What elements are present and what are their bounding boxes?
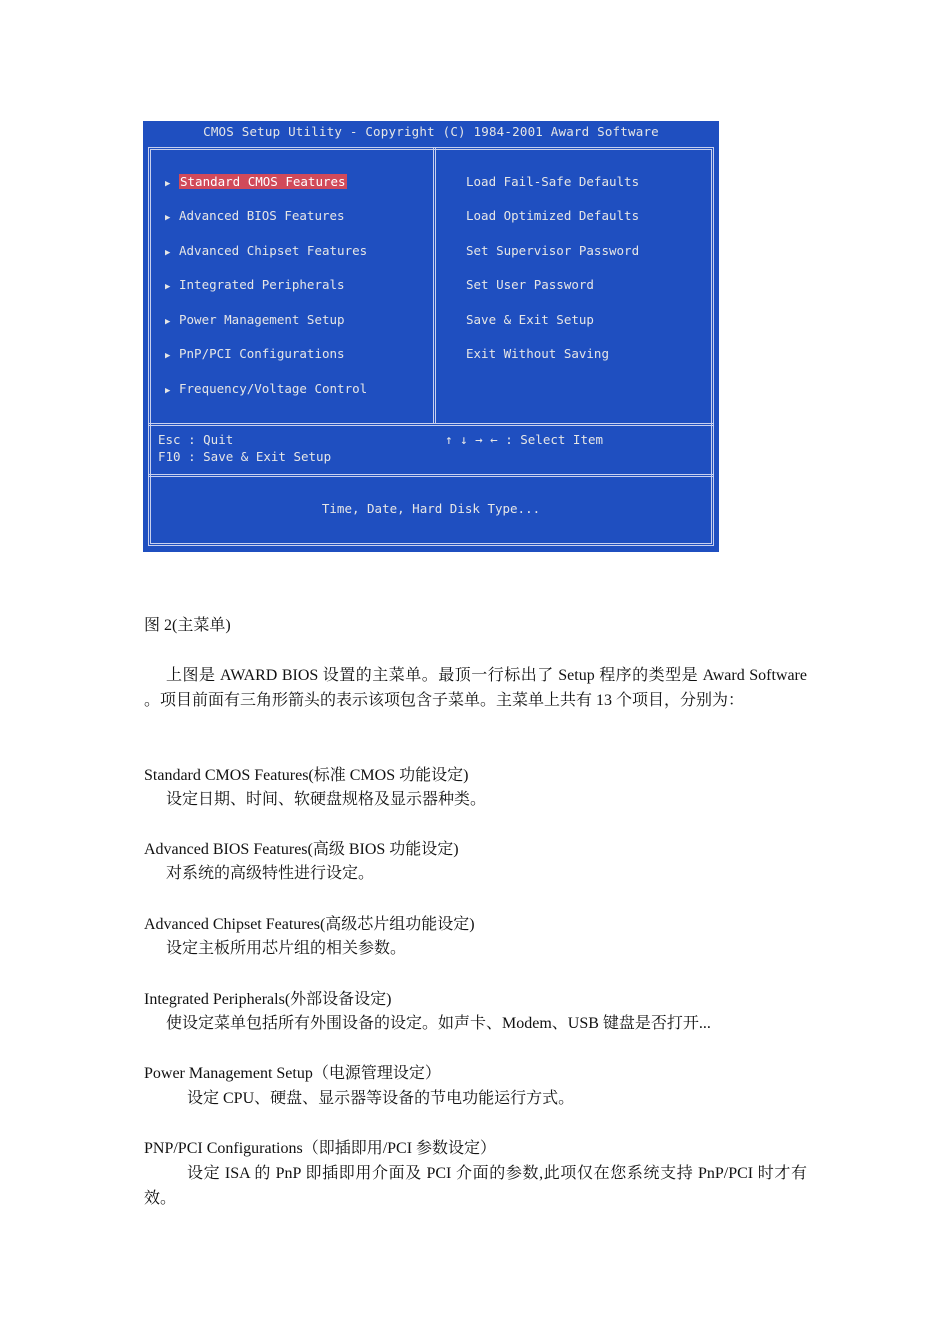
section-description: 设定 CPU、硬盘、显示器等设备的节电功能运行方式。 xyxy=(187,1090,575,1107)
triangle-arrow-icon: ▶ xyxy=(165,282,171,292)
section-description: 设定 ISA 的 PnP 即插即用介面及 PCI 介面的参数,此项仅在您系统支持 PnP/PCI 时才有效。 xyxy=(144,1165,807,1207)
bios-key-esc: Esc : Quit xyxy=(158,432,234,447)
bios-vertical-divider xyxy=(433,148,436,424)
section-title: PNP/PCI Configurations（即插即用/PCI 参数设定） xyxy=(144,1140,497,1157)
bios-menu-exit-without-saving[interactable]: Exit Without Saving xyxy=(466,346,609,361)
bios-menu-load-failsafe[interactable]: Load Fail-Safe Defaults xyxy=(466,174,640,189)
figure-caption: 图 2(主菜单) xyxy=(144,617,231,634)
bios-menu-integrated-peripherals[interactable]: ▶ Integrated Peripherals xyxy=(165,277,345,292)
intro-paragraph: 上图是 AWARD BIOS 设置的主菜单。最顶一行标出了 Setup 程序的类型是 Award Software 。项目前面有三角形箭头的表示该项包含子菜单。主菜单上共有 13 个项目，分别为： xyxy=(144,667,807,709)
bios-divider-2 xyxy=(149,474,713,477)
triangle-arrow-icon: ▶ xyxy=(165,317,171,327)
section-description: 设定日期、时间、软硬盘规格及显示器种类。 xyxy=(166,791,487,808)
bios-menu-standard-cmos[interactable]: ▶ Standard CMOS Features xyxy=(165,174,346,189)
bios-menu-pnp-pci[interactable]: ▶ PnP/PCI Configurations xyxy=(165,346,345,361)
bios-divider-1 xyxy=(149,423,713,426)
bios-menu-advanced-bios[interactable]: ▶ Advanced BIOS Features xyxy=(165,208,345,223)
triangle-arrow-icon: ▶ xyxy=(165,351,171,361)
section-title: Standard CMOS Features(标准 CMOS 功能设定) xyxy=(144,767,469,784)
bios-menu-advanced-chipset[interactable]: ▶ Advanced Chipset Features xyxy=(165,243,368,258)
triangle-arrow-icon: ▶ xyxy=(165,248,171,258)
section-title: Advanced BIOS Features(高级 BIOS 功能设定) xyxy=(144,841,459,858)
section-description: 使设定菜单包括所有外围设备的设定。如声卡、Modem、USB 键盘是否打开... xyxy=(166,1015,711,1032)
section-description: 对系统的高级特性进行设定。 xyxy=(166,865,375,882)
bios-menu-power-management[interactable]: ▶ Power Management Setup xyxy=(165,312,345,327)
bios-hint: Time, Date, Hard Disk Type... xyxy=(321,501,541,516)
bios-menu-load-optimized[interactable]: Load Optimized Defaults xyxy=(466,208,640,223)
bios-header: CMOS Setup Utility - Copyright (C) 1984-2001 Award Software xyxy=(203,124,659,139)
bios-menu-frequency-voltage[interactable]: ▶ Frequency/Voltage Control xyxy=(165,381,368,396)
section-description: 设定主板所用芯片组的相关参数。 xyxy=(166,940,407,957)
bios-menu-supervisor-password[interactable]: Set Supervisor Password xyxy=(466,243,640,258)
triangle-arrow-icon: ▶ xyxy=(165,179,171,189)
triangle-arrow-icon: ▶ xyxy=(165,213,171,223)
bios-key-select: ↑ ↓ → ← : Select Item xyxy=(445,432,604,447)
section-title: Power Management Setup（电源管理设定） xyxy=(144,1065,441,1082)
section-title: Integrated Peripherals(外部设备设定) xyxy=(144,991,392,1008)
triangle-arrow-icon: ▶ xyxy=(165,386,171,396)
bios-screenshot xyxy=(143,121,719,552)
bios-key-f10: F10 : Save & Exit Setup xyxy=(158,449,332,464)
section-title: Advanced Chipset Features(高级芯片组功能设定) xyxy=(144,916,475,933)
bios-menu-save-exit[interactable]: Save & Exit Setup xyxy=(466,312,594,327)
bios-menu-user-password[interactable]: Set User Password xyxy=(466,277,594,292)
